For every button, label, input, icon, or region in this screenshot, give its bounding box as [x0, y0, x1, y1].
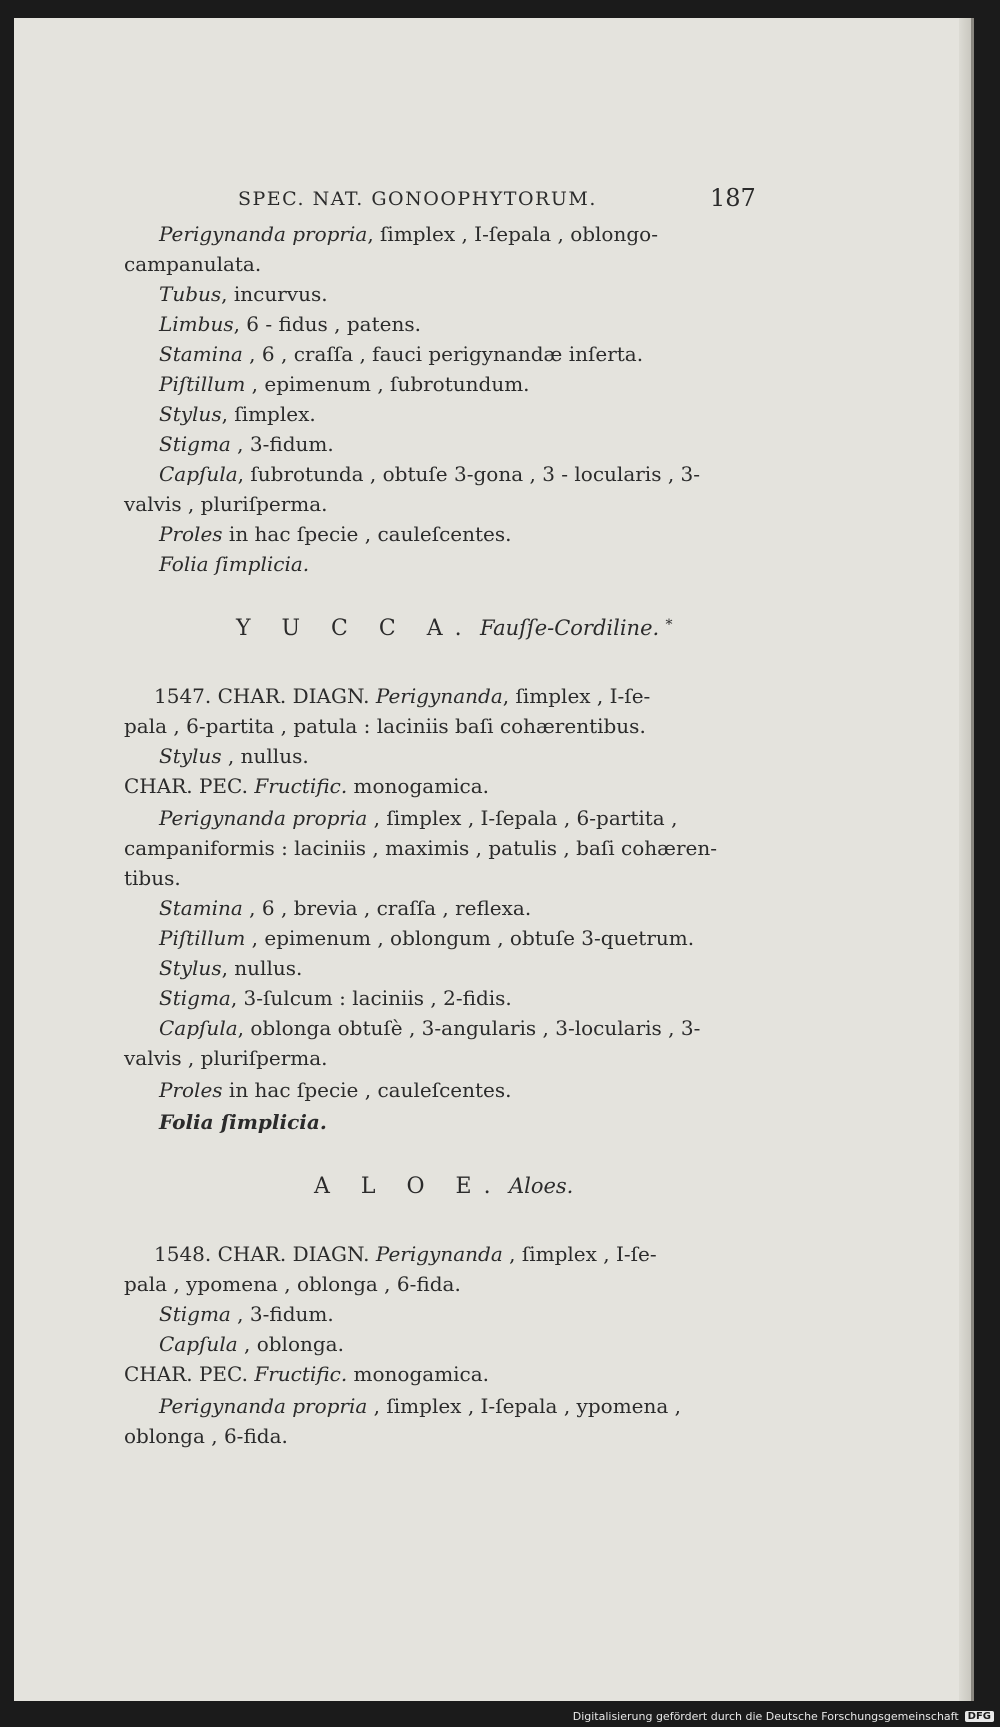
text-line: 1548. CHAR. DIAGN. Perigynanda , ſimplex , I-ſe-	[154, 1242, 657, 1266]
text-line: Stamina , 6 , craſſa , fauci perigynandæ inſerta.	[159, 342, 644, 366]
book-page	[14, 18, 974, 1701]
text-line: Perigynanda propria , ſimplex , I-ſepala , ypomena ,	[159, 1394, 682, 1418]
text-line: pala , ypomena , oblonga , 6-fida.	[124, 1272, 461, 1296]
text-line: pala , 6-partita , patula : laciniis baſi cohærentibus.	[124, 714, 646, 738]
text-line: valvis , pluriſperma.	[124, 492, 328, 516]
page-number: 187	[710, 184, 756, 212]
text-line: Proles in hac ſpecie , cauleſcentes.	[159, 522, 512, 546]
text-line: Capſula, ſubrotunda , obtuſe 3-gona , 3 - locularis , 3-	[159, 462, 701, 486]
text-line: CHAR. PEC. Fructific. monogamica.	[124, 1362, 490, 1386]
section-heading-yucca: Y U C C A. Fauſſe-Cordiline. *	[236, 616, 673, 641]
text-line: Stamina , 6 , brevia , craſſa , reflexa.	[159, 896, 532, 920]
text-line: Limbus, 6 - fidus , patens.	[159, 312, 421, 336]
text-line: Folia ſimplicia.	[159, 1110, 327, 1134]
text-line: Folia ſimplicia.	[159, 552, 310, 576]
text-line: Stylus, nullus.	[159, 956, 303, 980]
text-line: Stigma, 3-ſulcum : laciniis , 2-fidis.	[159, 986, 512, 1010]
section-heading-aloe: A L O E. Aloes.	[314, 1174, 574, 1199]
footer-credit	[573, 1710, 994, 1723]
text-line: oblonga , 6-fida.	[124, 1424, 288, 1448]
text-line: Stylus , nullus.	[159, 744, 309, 768]
text-line: valvis , pluriſperma.	[124, 1046, 328, 1070]
running-title: SPEC. NAT. GONOOPHYTORUM.	[238, 188, 597, 210]
text-line: Capſula , oblonga.	[159, 1332, 344, 1356]
text-line: tibus.	[124, 866, 181, 890]
text-line: Perigynanda propria, ſimplex , I-ſepala , oblongo-	[159, 222, 658, 246]
text-line: Stylus, ſimplex.	[159, 402, 316, 426]
text-line: Stigma , 3-fidum.	[159, 432, 334, 456]
page-edge	[959, 18, 971, 1701]
text-line: campaniformis : laciniis , maximis , patulis , baſi cohæren-	[124, 836, 717, 860]
text-line: Piſtillum , epimenum , oblongum , obtuſe 3-quetrum.	[159, 926, 695, 950]
text-line: Proles in hac ſpecie , cauleſcentes.	[159, 1078, 512, 1102]
text-line: CHAR. PEC. Fructific. monogamica.	[124, 774, 490, 798]
text-line: Tubus, incurvus.	[159, 282, 328, 306]
credit-text: Digitalisierung gefördert durch die Deutsche Forschungsgemeinschaft	[572, 1710, 959, 1723]
text-line: 1547. CHAR. DIAGN. Perigynanda, ſimplex , I-ſe-	[154, 684, 651, 708]
text-line: Capſula, oblonga obtuſè , 3-angularis , 3-locularis , 3-	[159, 1016, 701, 1040]
text-line: Stigma , 3-fidum.	[159, 1302, 334, 1326]
text-line: campanulata.	[124, 252, 262, 276]
dfg-logo: DFG	[965, 1711, 994, 1722]
text-line: Piſtillum , epimenum , ſubrotundum.	[159, 372, 530, 396]
text-line: Perigynanda propria , ſimplex , I-ſepala , 6-partita ,	[159, 806, 678, 830]
